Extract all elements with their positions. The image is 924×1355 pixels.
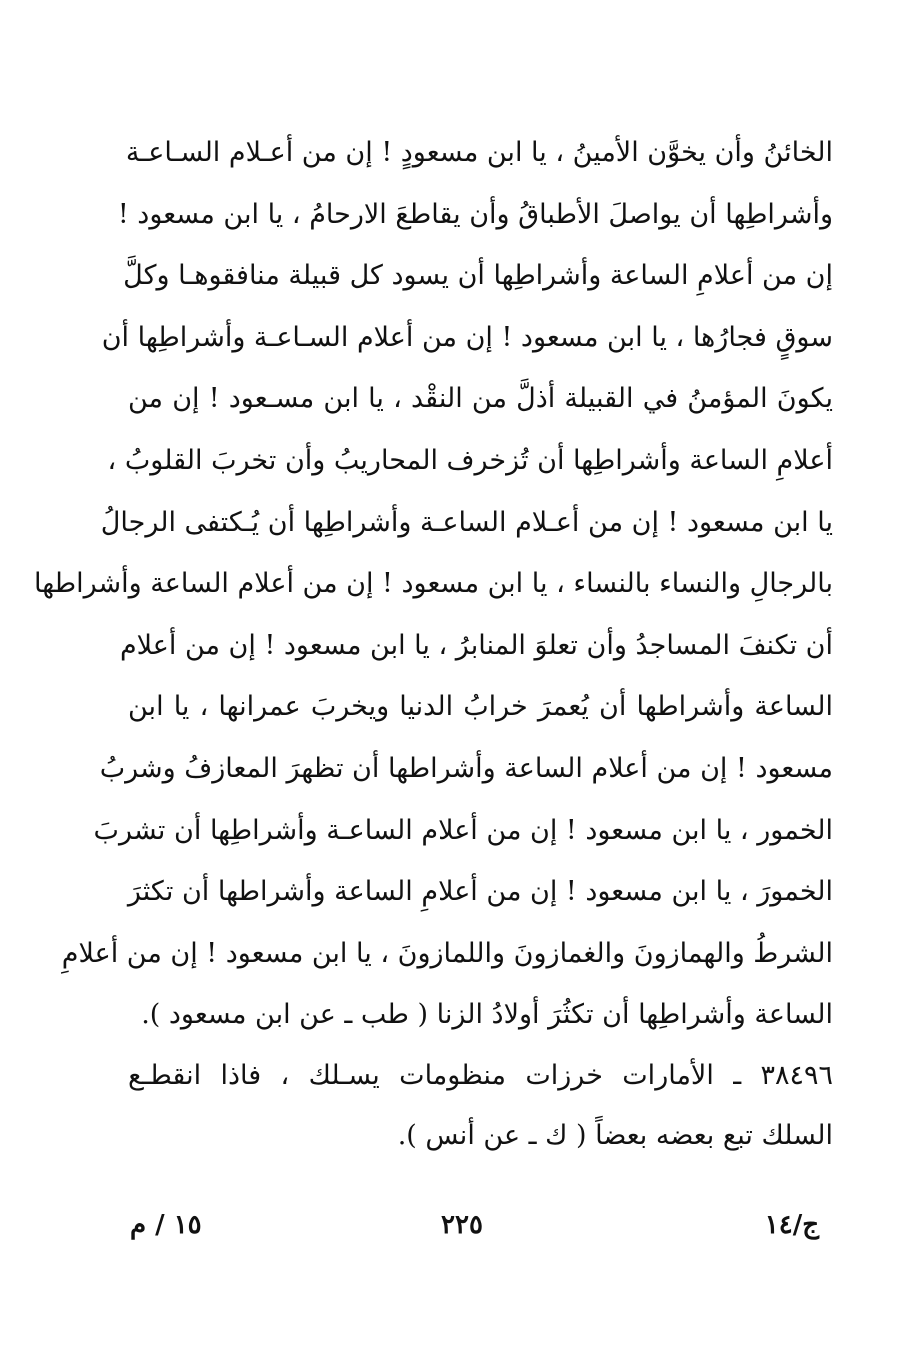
hadith-entry: [128, 1046, 833, 1166]
text-line: وأشراطِها أن يواصلَ الأطباقُ وأن يقاطعَ الارحامُ ، يا ابن مسعود !: [117, 198, 833, 230]
main-text-block: [34, 122, 833, 1046]
hadith-line: ٣٨٤٩٦ ـ الأمارات خرزات منظومات يسـلك ، فاذا انقطـع: [128, 1060, 833, 1091]
text-line: بالرجالِ والنساء بالنساء ، يا ابن مسعود ! إن من أعلام الساعة وأشراطها: [34, 568, 833, 600]
text-line: أعلامِ الساعة وأشراطِها أن تُزخرف المحاريبُ وأن تخربَ القلوبُ ،: [107, 444, 833, 476]
hadith-line: السلك تبع بعضه بعضاً ( ك ـ عن أنس ).: [397, 1120, 833, 1151]
text-line: الشرطُ والهمازونَ والغمازونَ واللمازونَ ، يا ابن مسعود ! إن من أعلامِ: [61, 937, 833, 969]
text-line: يا ابن مسعود ! إن من أعـلام الساعـة وأشراطِها أن يُـكتفى الرجالُ: [100, 506, 833, 538]
text-line: الساعة وأشراطها أن يُعمرَ خرابُ الدنيا ويخربَ عمرانها ، يا ابن: [128, 691, 833, 723]
text-line: مسعود ! إن من أعلام الساعة وأشراطها أن تظهرَ المعازفُ وشربُ: [99, 752, 833, 784]
signature-mark: ١٥ / م: [130, 1210, 202, 1240]
text-line: إن من أعلامِ الساعة وأشراطِها أن يسود كل قبيلة منافقوهـا وكلَّ: [123, 260, 833, 292]
text-line: الخمور ، يا ابن مسعود ! إن من أعلام الساعـة وأشراطِها أن تشربَ: [93, 814, 833, 846]
text-line: الخائنُ وأن يخوَّن الأمينُ ، يا ابن مسعودٍ ! إن من أعـلام السـاعـة: [125, 137, 833, 168]
page-number: ٢٢٥: [441, 1210, 483, 1240]
text-line: الخمورَ ، يا ابن مسعود ! إن من أعلامِ الساعة وأشراطها أن تكثرَ: [127, 876, 833, 908]
text-line: يكونَ المؤمنُ في القبيلة أذلَّ من النقْد ، يا ابن مسـعود ! إن من: [128, 383, 833, 415]
text-line: سوقٍ فجارُها ، يا ابن مسعود ! إن من أعلام السـاعـة وأشراطِها أن: [101, 321, 833, 353]
page-footer: [0, 1200, 924, 1250]
text-line: أن تكنفَ المساجدُ وأن تعلوَ المنابرُ ، يا ابن مسعود ! إن من أعلام: [119, 629, 833, 661]
text-line: الساعة وأشراطِها أن تكثُرَ أولادُ الزنا ( طب ـ عن ابن مسعود ).: [141, 999, 833, 1031]
volume-number: ج/١٤: [764, 1210, 819, 1240]
